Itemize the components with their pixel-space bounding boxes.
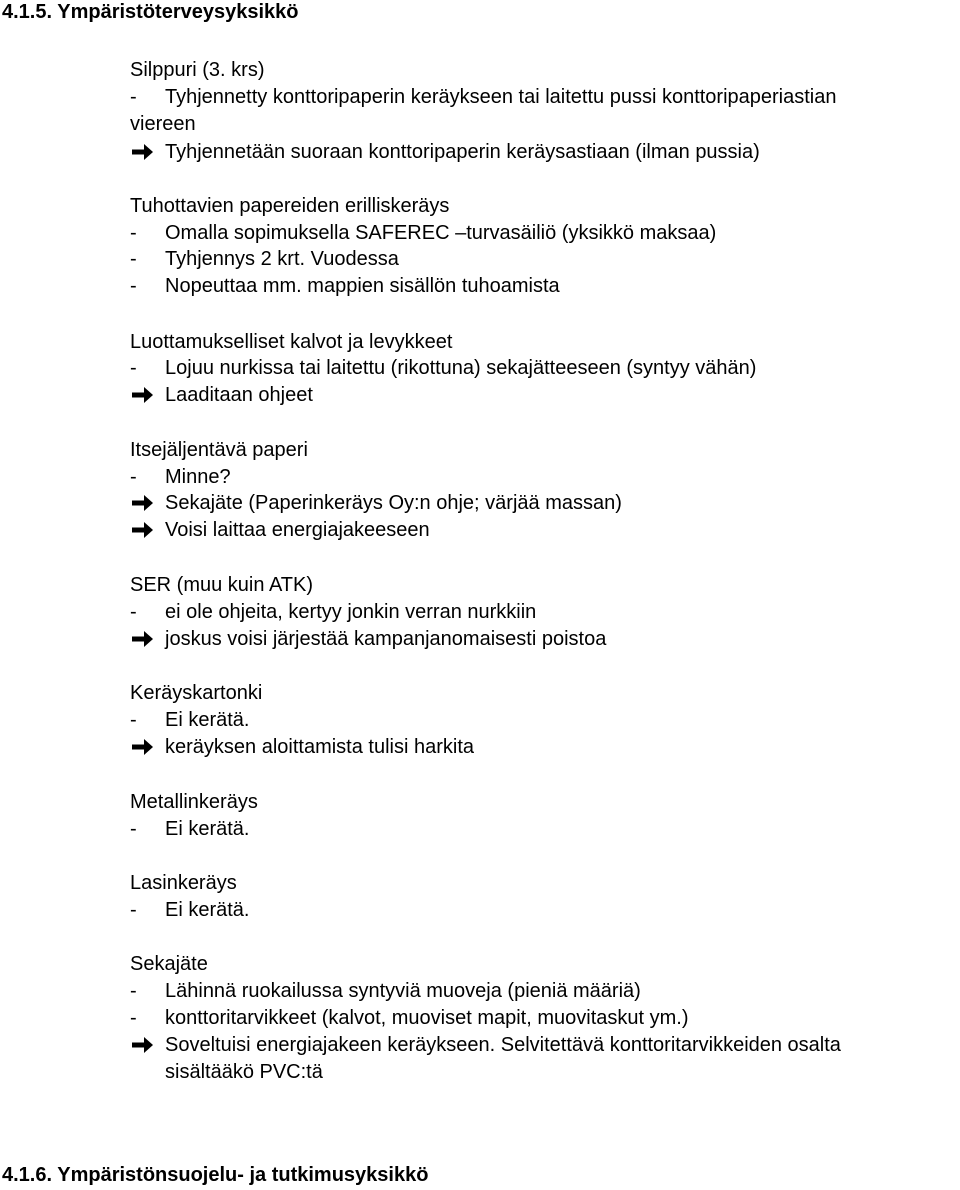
tuhottavat-item-3: Nopeuttaa mm. mappien sisällön tuhoamista bbox=[165, 275, 560, 297]
tuhottavat-item-2: Tyhjennys 2 krt. Vuodessa bbox=[165, 248, 399, 270]
right-arrow-icon bbox=[130, 1032, 156, 1058]
itsejaljentava-arrow-1: Sekajäte (Paperinkeräys Oy:n ohje; värjää massan) bbox=[165, 492, 622, 514]
bullet-dash: - bbox=[130, 1007, 137, 1029]
right-arrow-icon bbox=[130, 626, 156, 652]
right-arrow-icon bbox=[130, 490, 156, 516]
section-heading-4-1-5: 4.1.5. Ympäristöterveysyksikkö bbox=[2, 1, 299, 23]
sekajate-title: Sekajäte bbox=[130, 953, 208, 975]
luottamukselliset-item-1: Lojuu nurkissa tai laitettu (rikottuna) sekajätteeseen (syntyy vähän) bbox=[165, 357, 757, 379]
bullet-dash: - bbox=[130, 248, 137, 270]
kerayskartonki-item-1: Ei kerätä. bbox=[165, 709, 250, 731]
section-heading-4-1-6: 4.1.6. Ympäristönsuojelu- ja tutkimusyksikkö bbox=[2, 1164, 429, 1186]
sekajate-item-1: Lähinnä ruokailussa syntyviä muoveja (pieniä määriä) bbox=[165, 980, 641, 1002]
itsejaljentava-title: Itsejäljentävä paperi bbox=[130, 439, 308, 461]
right-arrow-icon bbox=[130, 734, 156, 760]
kerayskartonki-title: Keräyskartonki bbox=[130, 682, 263, 704]
bullet-dash: - bbox=[130, 601, 137, 623]
lasinkerays-item-1: Ei kerätä. bbox=[165, 899, 250, 921]
silppuri-arrow-1: Tyhjennetään suoraan konttoripaperin keräysastiaan (ilman pussia) bbox=[165, 141, 760, 163]
sekajate-arrow-1: Soveltuisi energiajakeen keräykseen. Selvitettävä konttoritarvikkeiden osalta bbox=[165, 1034, 841, 1056]
silppuri-title: Silppuri (3. krs) bbox=[130, 59, 265, 81]
ser-item-1: ei ole ohjeita, kertyy jonkin verran nurkkiin bbox=[165, 601, 537, 623]
luottamukselliset-arrow-1: Laaditaan ohjeet bbox=[165, 384, 313, 406]
sekajate-arrow-1-continued: sisältääkö PVC:tä bbox=[165, 1061, 323, 1083]
bullet-dash: - bbox=[130, 222, 137, 244]
right-arrow-icon bbox=[130, 517, 156, 543]
metallinkerays-title: Metallinkeräys bbox=[130, 791, 258, 813]
luottamukselliset-title: Luottamukselliset kalvot ja levykkeet bbox=[130, 331, 453, 353]
tuhottavat-item-1: Omalla sopimuksella SAFEREC –turvasäiliö (yksikkö maksaa) bbox=[165, 222, 717, 244]
bullet-dash: - bbox=[130, 899, 137, 921]
metallinkerays-item-1: Ei kerätä. bbox=[165, 818, 250, 840]
bullet-dash: - bbox=[130, 86, 137, 108]
bullet-dash: - bbox=[130, 709, 137, 731]
bullet-dash: - bbox=[130, 466, 137, 488]
ser-arrow-1: joskus voisi järjestää kampanjanomaisesti poistoa bbox=[165, 628, 607, 650]
right-arrow-icon bbox=[130, 139, 156, 165]
silppuri-item-1: Tyhjennetty konttoripaperin keräykseen tai laitettu pussi konttoripaperiastian bbox=[165, 86, 837, 108]
bullet-dash: - bbox=[130, 357, 137, 379]
tuhottavat-title: Tuhottavien papereiden erilliskeräys bbox=[130, 195, 450, 217]
silppuri-item-1-continued: viereen bbox=[130, 113, 196, 135]
bullet-dash: - bbox=[130, 275, 137, 297]
lasinkerays-title: Lasinkeräys bbox=[130, 872, 237, 894]
bullet-dash: - bbox=[130, 818, 137, 840]
itsejaljentava-arrow-2: Voisi laittaa energiajakeeseen bbox=[165, 519, 430, 541]
bullet-dash: - bbox=[130, 980, 137, 1002]
kerayskartonki-arrow-1: keräyksen aloittamista tulisi harkita bbox=[165, 736, 475, 758]
ser-title: SER (muu kuin ATK) bbox=[130, 574, 314, 596]
itsejaljentava-item-1: Minne? bbox=[165, 466, 231, 488]
sekajate-item-2: konttoritarvikkeet (kalvot, muoviset mapit, muovitaskut ym.) bbox=[165, 1007, 689, 1029]
right-arrow-icon bbox=[130, 382, 156, 408]
